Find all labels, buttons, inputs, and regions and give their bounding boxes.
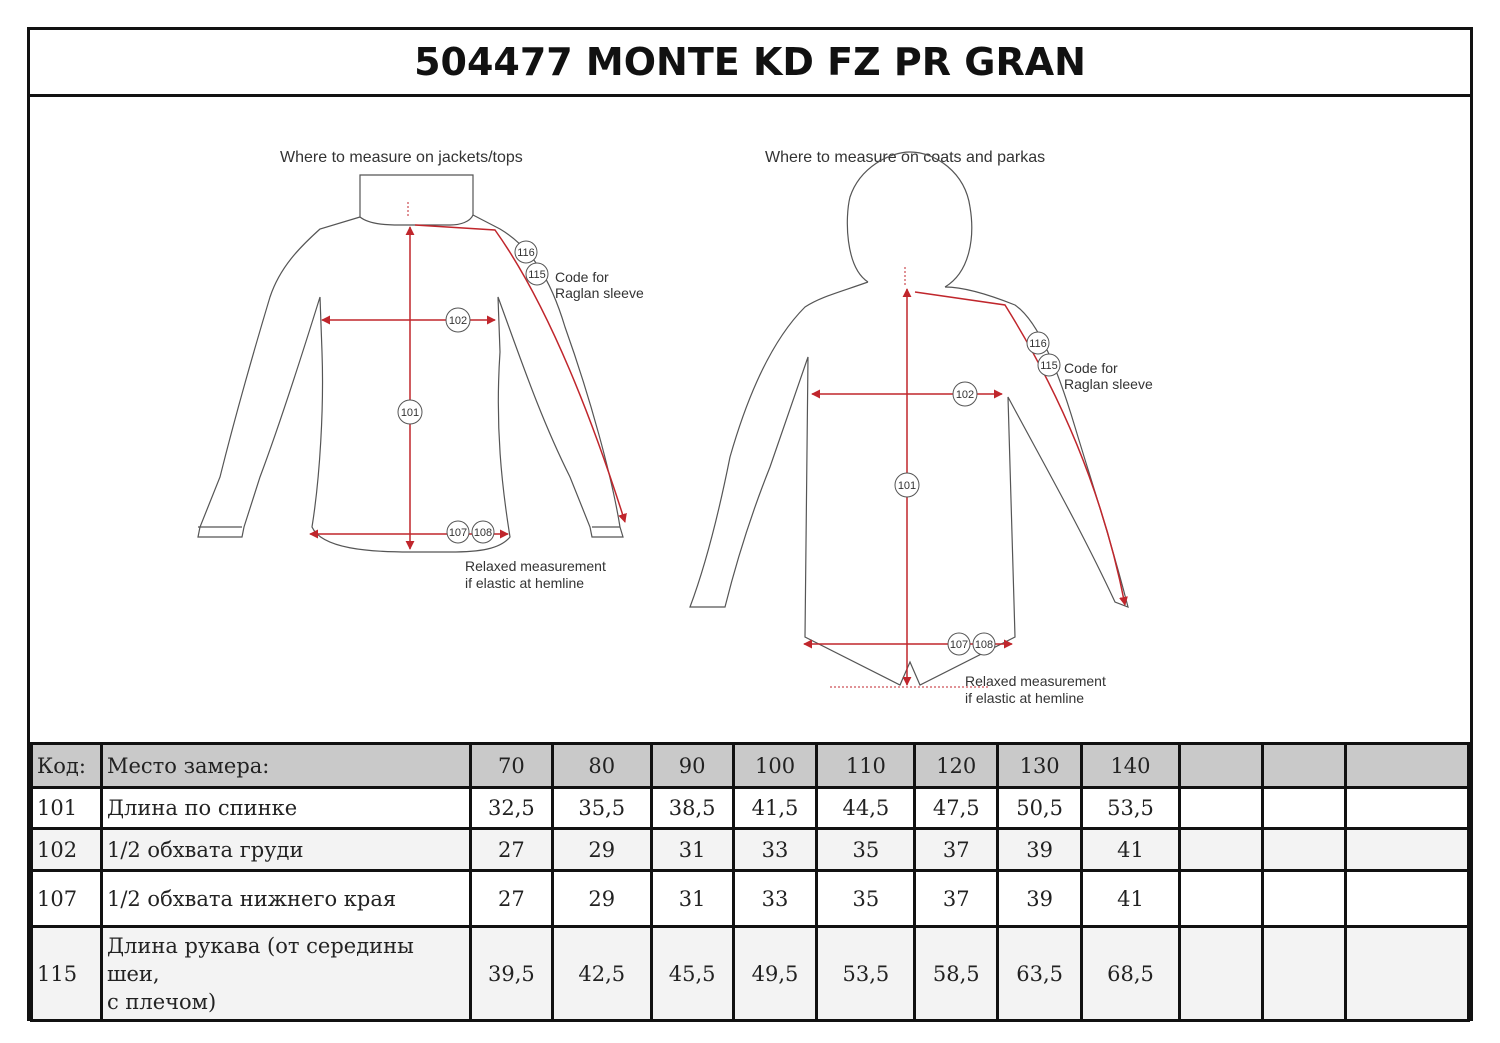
svg-text:116: 116 [1029, 338, 1047, 350]
row-value [1346, 829, 1469, 871]
row-code: 115 [32, 927, 102, 1021]
row-value: 33 [733, 871, 817, 927]
row-value [1262, 788, 1346, 829]
row-value [1262, 829, 1346, 871]
row-value: 50,5 [998, 788, 1082, 829]
svg-text:107: 107 [448, 527, 468, 539]
row-place: 1/2 обхвата нижнего края [101, 871, 470, 927]
coat-relaxed-note-2: if elastic at hemline [965, 690, 1085, 706]
measurement-diagrams [30, 97, 1470, 745]
jacket-code-markers [398, 241, 548, 543]
row-code: 107 [32, 871, 102, 927]
row-value: 41,5 [733, 788, 817, 829]
row-value: 27 [470, 871, 552, 927]
jacket-raglan-note-2: Raglan sleeve [555, 285, 644, 301]
header-place: Место замера: [101, 744, 470, 788]
row-value: 68,5 [1082, 927, 1180, 1021]
table-header-row [32, 744, 1469, 788]
row-value [1179, 871, 1262, 927]
row-place-line2: с плечом) [106, 989, 217, 1014]
row-value: 38,5 [651, 788, 733, 829]
header-size: 130 [998, 744, 1082, 788]
row-value: 33 [733, 829, 817, 871]
row-value: 47,5 [915, 788, 998, 829]
row-value: 39,5 [470, 927, 552, 1021]
row-code: 101 [32, 788, 102, 829]
row-value: 53,5 [1082, 788, 1180, 829]
row-value: 37 [915, 871, 998, 927]
coat-relaxed-note-1: Relaxed measurement [965, 673, 1106, 689]
row-value [1179, 927, 1262, 1021]
row-value: 44,5 [817, 788, 915, 829]
coat-measure-lines [804, 289, 1125, 685]
svg-text:101: 101 [400, 407, 420, 419]
row-value [1179, 829, 1262, 871]
row-code: 102 [32, 829, 102, 871]
row-value: 31 [651, 829, 733, 871]
title-bar [30, 30, 1470, 97]
size-chart-frame [27, 27, 1473, 1021]
row-value [1262, 871, 1346, 927]
table-row [32, 788, 1469, 829]
header-size: 70 [470, 744, 552, 788]
row-value: 27 [470, 829, 552, 871]
row-value: 53,5 [817, 927, 915, 1021]
table-row [32, 927, 1469, 1021]
svg-text:116: 116 [517, 247, 535, 259]
row-value: 49,5 [733, 927, 817, 1021]
row-value: 32,5 [470, 788, 552, 829]
table-row [32, 829, 1469, 871]
row-value: 35 [817, 871, 915, 927]
header-size: 120 [915, 744, 998, 788]
coat-outline [690, 152, 1128, 685]
row-value [1346, 788, 1469, 829]
row-value: 29 [552, 829, 651, 871]
coat-code-markers [895, 332, 1060, 655]
row-place: 1/2 обхвата груди [101, 829, 470, 871]
row-place-line1: Длина рукава (от середины шеи, [106, 933, 414, 986]
row-value: 42,5 [552, 927, 651, 1021]
row-value: 31 [651, 871, 733, 927]
coat-caption: Where to measure on coats and parkas [765, 149, 1046, 166]
header-code: Код: [32, 744, 102, 788]
header-size: 90 [651, 744, 733, 788]
row-value [1262, 927, 1346, 1021]
jacket-caption: Where to measure on jackets/tops [280, 149, 523, 166]
svg-text:102: 102 [448, 315, 468, 327]
size-table [30, 742, 1470, 1022]
row-value: 37 [915, 829, 998, 871]
svg-text:102: 102 [955, 389, 975, 401]
row-value: 45,5 [651, 927, 733, 1021]
jacket-raglan-note-1: Code for [555, 269, 609, 285]
diagram-svg [30, 97, 1470, 745]
row-value [1346, 927, 1469, 1021]
header-size: 110 [817, 744, 915, 788]
svg-text:115: 115 [528, 269, 546, 281]
product-title: 504477 MONTE KD FZ PR GRAN [414, 40, 1086, 84]
table-row [32, 871, 1469, 927]
header-size: 80 [552, 744, 651, 788]
row-place [101, 927, 470, 1021]
header-size [1262, 744, 1346, 788]
svg-text:108: 108 [473, 527, 493, 539]
row-value: 39 [998, 871, 1082, 927]
row-value: 41 [1082, 871, 1180, 927]
svg-text:101: 101 [897, 480, 917, 492]
row-value [1179, 788, 1262, 829]
header-size [1346, 744, 1469, 788]
row-value: 63,5 [998, 927, 1082, 1021]
header-size [1179, 744, 1262, 788]
row-value [1346, 871, 1469, 927]
svg-text:107: 107 [949, 639, 969, 651]
jacket-relaxed-note-2: if elastic at hemline [465, 575, 585, 591]
row-value: 58,5 [915, 927, 998, 1021]
row-value: 35,5 [552, 788, 651, 829]
row-value: 29 [552, 871, 651, 927]
row-value: 35 [817, 829, 915, 871]
svg-text:115: 115 [1040, 360, 1058, 372]
header-size: 100 [733, 744, 817, 788]
header-size: 140 [1082, 744, 1180, 788]
coat-raglan-note-1: Code for [1064, 360, 1118, 376]
svg-text:108: 108 [974, 639, 994, 651]
jacket-relaxed-note-1: Relaxed measurement [465, 558, 606, 574]
row-value: 41 [1082, 829, 1180, 871]
coat-raglan-note-2: Raglan sleeve [1064, 376, 1153, 392]
row-value: 39 [998, 829, 1082, 871]
row-place: Длина по спинке [101, 788, 470, 829]
